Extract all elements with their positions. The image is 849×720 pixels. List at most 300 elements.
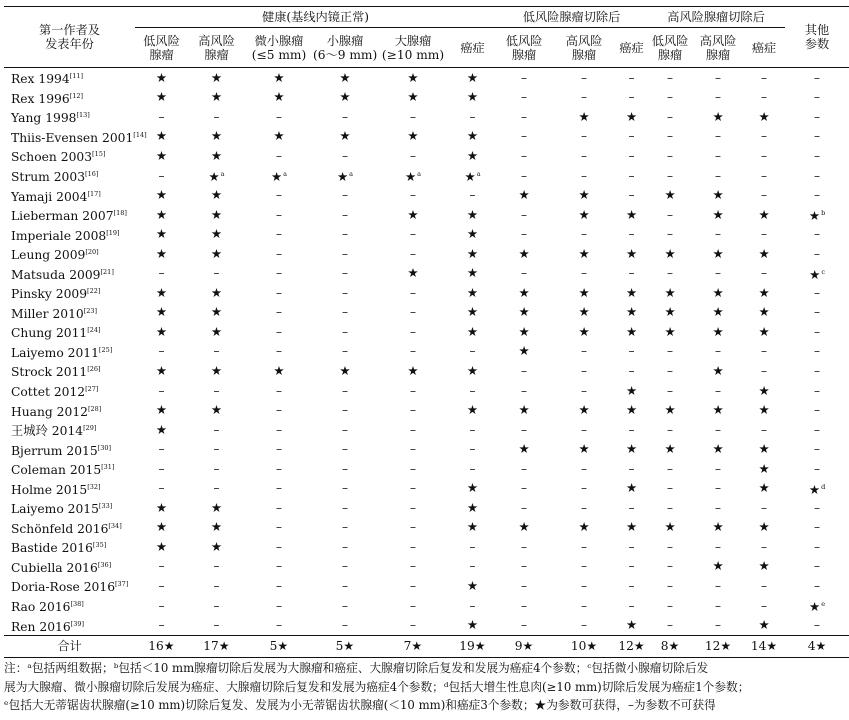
star-icon: ★	[210, 206, 223, 222]
dash-symbol: –	[521, 559, 528, 574]
dash-cell	[693, 498, 743, 518]
subcolumn-header-line: 高风险	[699, 33, 737, 48]
star-icon: ★	[712, 323, 724, 339]
star-icon: ★	[155, 323, 168, 339]
reference-number: [32]	[87, 482, 101, 491]
dash-cell	[188, 615, 245, 635]
dash-cell	[616, 342, 647, 362]
dash-symbol: –	[276, 500, 282, 515]
dash-cell	[245, 322, 313, 342]
dash-symbol: –	[761, 168, 768, 183]
dash-symbol: –	[342, 246, 348, 261]
star-icon: ★	[466, 206, 479, 222]
dash-cell	[188, 420, 245, 440]
total-value: 19★	[449, 635, 496, 657]
dash-cell	[552, 127, 616, 147]
dash-cell	[313, 283, 377, 303]
dash-cell	[785, 244, 849, 264]
dash-cell	[496, 420, 552, 440]
dash-symbol: –	[667, 168, 674, 183]
dash-cell	[496, 107, 552, 127]
dash-symbol: –	[158, 344, 165, 359]
dash-symbol: –	[342, 324, 348, 339]
dash-symbol: –	[276, 305, 282, 320]
star-icon: ★	[578, 245, 590, 261]
reference-number: [20]	[85, 248, 99, 257]
dash-cell	[616, 557, 647, 577]
star-icon: ★	[155, 284, 168, 300]
dash-cell	[245, 244, 313, 264]
star-cell	[693, 107, 743, 127]
star-cell	[496, 185, 552, 205]
dash-symbol: –	[581, 598, 588, 613]
star-cell	[135, 68, 188, 88]
dash-symbol: –	[761, 227, 768, 242]
reference-number: [14]	[133, 130, 147, 139]
star-cell	[313, 88, 377, 108]
star-cell	[188, 498, 245, 518]
star-cell	[552, 244, 616, 264]
star-cell	[449, 322, 496, 342]
total-value: 8★	[647, 635, 693, 657]
dash-cell	[693, 342, 743, 362]
dash-cell	[313, 557, 377, 577]
dash-symbol: –	[814, 324, 821, 339]
dash-symbol: –	[581, 481, 588, 496]
dash-symbol: –	[469, 598, 476, 613]
star-icon: ★	[809, 599, 821, 615]
dash-cell	[496, 146, 552, 166]
dash-symbol: –	[342, 207, 348, 222]
table-row	[4, 596, 849, 616]
dash-cell	[496, 537, 552, 557]
star-icon: ★	[273, 89, 285, 105]
author-cell	[4, 557, 135, 577]
star-cell	[377, 166, 449, 186]
dash-symbol: –	[667, 70, 674, 85]
star-cell	[647, 244, 693, 264]
dash-cell	[245, 146, 313, 166]
dash-symbol: –	[521, 578, 528, 593]
dash-symbol: –	[342, 383, 348, 398]
dash-symbol: –	[410, 481, 416, 496]
dash-symbol: –	[715, 266, 722, 281]
author-cell	[4, 107, 135, 127]
dash-cell	[135, 596, 188, 616]
dash-cell	[785, 303, 849, 323]
dash-cell	[377, 576, 449, 596]
dash-cell	[693, 615, 743, 635]
dash-cell	[135, 576, 188, 596]
dash-symbol: –	[715, 578, 722, 593]
star-icon: ★	[155, 362, 168, 378]
dash-symbol: –	[521, 266, 528, 281]
dash-symbol: –	[410, 403, 416, 418]
dash-symbol: –	[276, 598, 282, 613]
dash-cell	[552, 420, 616, 440]
dash-symbol: –	[276, 520, 282, 535]
dash-symbol: –	[628, 578, 635, 593]
dash-symbol: –	[521, 500, 528, 515]
dash-symbol: –	[342, 539, 348, 554]
dash-symbol: –	[628, 344, 635, 359]
star-cell	[693, 205, 743, 225]
star-cell	[188, 303, 245, 323]
star-icon: ★	[466, 577, 479, 593]
dash-symbol: –	[761, 598, 768, 613]
dash-cell	[693, 224, 743, 244]
star-cell	[449, 166, 496, 186]
star-icon: ★	[210, 304, 223, 320]
dash-symbol: –	[158, 442, 165, 457]
star-icon: ★	[664, 519, 676, 535]
author-name: Holme 2015	[11, 482, 88, 497]
star-cell	[743, 439, 785, 459]
dash-symbol: –	[521, 539, 528, 554]
reference-number: [22]	[87, 287, 101, 296]
dash-symbol: –	[469, 383, 476, 398]
dash-symbol: –	[628, 188, 635, 203]
author-name: Pinsky 2009	[11, 287, 88, 302]
dash-symbol: –	[469, 344, 476, 359]
star-icon: ★	[466, 323, 479, 339]
dash-cell	[245, 459, 313, 479]
author-name: Doria-Rose 2016	[11, 580, 116, 595]
star-cell	[188, 400, 245, 420]
dash-cell	[245, 107, 313, 127]
star-cell	[449, 68, 496, 88]
author-cell	[4, 400, 135, 420]
subcolumn-header	[552, 28, 616, 68]
dash-symbol: –	[628, 559, 635, 574]
dash-symbol: –	[342, 344, 348, 359]
star-cell	[616, 615, 647, 635]
dash-symbol: –	[410, 383, 416, 398]
star-cell	[743, 459, 785, 479]
star-cell	[377, 88, 449, 108]
dash-symbol: –	[521, 90, 528, 105]
reference-number: [24]	[87, 326, 101, 335]
dash-cell	[245, 439, 313, 459]
star-icon: ★	[758, 206, 770, 222]
author-name: Huang 2012	[11, 404, 88, 419]
dash-symbol: –	[276, 285, 282, 300]
dash-cell	[449, 420, 496, 440]
dash-symbol: –	[276, 227, 282, 242]
star-icon: ★	[578, 323, 590, 339]
dash-cell	[377, 518, 449, 538]
dash-symbol: –	[761, 539, 768, 554]
dash-cell	[785, 107, 849, 127]
dash-cell	[245, 596, 313, 616]
dash-cell	[616, 596, 647, 616]
dash-symbol: –	[521, 148, 528, 163]
star-cell	[743, 518, 785, 538]
footnote-marker: a	[476, 170, 481, 178]
total-value: 10★	[552, 635, 616, 657]
star-cell	[135, 205, 188, 225]
dash-cell	[647, 205, 693, 225]
dash-symbol: –	[521, 363, 528, 378]
dash-cell	[377, 420, 449, 440]
dash-cell	[693, 127, 743, 147]
footnote-marker: c	[821, 267, 825, 276]
star-cell	[693, 244, 743, 264]
dash-cell	[647, 224, 693, 244]
dash-symbol: –	[521, 129, 528, 144]
star-cell	[135, 518, 188, 538]
table-row	[4, 244, 849, 264]
reference-number: [28]	[87, 404, 102, 413]
star-cell	[135, 400, 188, 420]
author-cell	[4, 420, 135, 440]
dash-cell	[496, 166, 552, 186]
dash-symbol: –	[276, 481, 282, 496]
dash-cell	[496, 576, 552, 596]
star-cell	[449, 224, 496, 244]
dash-cell	[647, 537, 693, 557]
dash-cell	[313, 596, 377, 616]
star-cell	[785, 596, 849, 616]
dash-cell	[693, 146, 743, 166]
star-icon: ★	[466, 245, 479, 261]
dash-cell	[313, 439, 377, 459]
dash-symbol: –	[814, 148, 821, 163]
subcolumn-header-line: (6～9 mm)	[313, 47, 378, 62]
dash-symbol: –	[410, 618, 416, 633]
dash-cell	[743, 596, 785, 616]
dash-cell	[377, 283, 449, 303]
dash-symbol: –	[814, 305, 821, 320]
reference-number: [15]	[92, 150, 106, 159]
dash-cell	[377, 615, 449, 635]
star-icon: ★	[758, 304, 770, 320]
star-icon: ★	[808, 481, 821, 497]
dash-cell	[647, 361, 693, 381]
dash-symbol: –	[158, 461, 165, 476]
star-cell	[743, 615, 785, 635]
dash-symbol: –	[276, 559, 282, 574]
star-icon: ★	[664, 323, 676, 339]
star-cell	[135, 361, 188, 381]
star-cell	[552, 518, 616, 538]
star-cell	[188, 518, 245, 538]
author-cell	[4, 224, 135, 244]
reference-number: [37]	[115, 580, 129, 589]
dash-symbol: –	[581, 344, 588, 359]
star-cell	[188, 127, 245, 147]
dash-symbol: –	[814, 168, 821, 183]
dash-cell	[552, 459, 616, 479]
dash-symbol: –	[158, 109, 165, 124]
dash-symbol: –	[667, 90, 674, 105]
dash-symbol: –	[521, 227, 528, 242]
star-cell	[743, 400, 785, 420]
star-icon: ★	[407, 128, 419, 144]
star-icon: ★	[407, 265, 419, 281]
star-cell	[449, 400, 496, 420]
star-icon: ★	[518, 187, 530, 203]
group-header-healthy: 健康(基线内镜正常)	[135, 7, 496, 28]
star-cell	[377, 127, 449, 147]
dash-cell	[693, 596, 743, 616]
dash-cell	[313, 420, 377, 440]
star-icon: ★	[758, 617, 770, 633]
star-icon: ★	[155, 147, 168, 163]
dash-symbol: –	[276, 442, 282, 457]
dash-symbol: –	[342, 305, 348, 320]
reference-number: [31]	[101, 463, 115, 472]
reference-number: [21]	[100, 267, 114, 276]
dash-cell	[496, 615, 552, 635]
subcolumn-header-line: 癌症	[460, 40, 485, 55]
dash-symbol: –	[715, 383, 722, 398]
dash-symbol: –	[521, 207, 528, 222]
dash-symbol: –	[342, 461, 348, 476]
dash-symbol: –	[213, 442, 220, 457]
dash-symbol: –	[628, 363, 635, 378]
reference-number: [12]	[69, 91, 84, 100]
dash-symbol: –	[628, 500, 635, 515]
dash-cell	[785, 361, 849, 381]
dash-symbol: –	[469, 539, 476, 554]
star-icon: ★	[210, 245, 223, 261]
star-cell	[647, 400, 693, 420]
dash-symbol: –	[581, 227, 588, 242]
star-cell	[693, 557, 743, 577]
dash-symbol: –	[628, 422, 635, 437]
star-icon: ★	[712, 441, 724, 457]
dash-cell	[496, 224, 552, 244]
star-icon: ★	[758, 245, 770, 261]
star-cell	[449, 478, 496, 498]
star-icon: ★	[518, 402, 530, 418]
table-row	[4, 420, 849, 440]
reference-number: [29]	[83, 424, 97, 433]
table-row	[4, 166, 849, 186]
dash-cell	[552, 361, 616, 381]
dash-symbol: –	[521, 383, 528, 398]
table-row	[4, 322, 849, 342]
footnote-marker: a	[283, 170, 288, 178]
star-icon: ★	[664, 187, 676, 203]
table-row	[4, 68, 849, 88]
dash-symbol: –	[276, 578, 282, 593]
author-name: Schoen 2003	[11, 150, 93, 165]
star-icon: ★	[208, 169, 220, 184]
dash-cell	[743, 498, 785, 518]
reference-number: [35]	[92, 541, 107, 550]
dash-cell	[377, 342, 449, 362]
dash-cell	[693, 459, 743, 479]
author-cell	[4, 439, 135, 459]
star-cell	[496, 244, 552, 264]
dash-symbol: –	[667, 461, 674, 476]
dash-symbol: –	[667, 383, 674, 398]
dash-cell	[743, 361, 785, 381]
dash-cell	[785, 400, 849, 420]
dash-symbol: –	[213, 383, 220, 398]
dash-symbol: –	[581, 383, 588, 398]
star-cell	[693, 518, 743, 538]
star-cell	[785, 263, 849, 283]
dash-symbol: –	[667, 598, 674, 613]
star-cell	[377, 361, 449, 381]
dash-cell	[647, 420, 693, 440]
star-icon: ★	[518, 519, 530, 535]
star-icon: ★	[155, 206, 168, 222]
dash-cell	[135, 263, 188, 283]
other-header-line1: 其他	[804, 23, 830, 37]
dash-cell	[693, 420, 743, 440]
dash-cell	[245, 303, 313, 323]
dash-cell	[785, 127, 849, 147]
dash-cell	[647, 498, 693, 518]
dash-symbol: –	[342, 618, 348, 633]
footnote-marker: a	[349, 170, 354, 178]
dash-symbol: –	[276, 422, 282, 437]
subcolumn-header	[135, 28, 188, 68]
author-cell	[4, 596, 135, 616]
table-row	[4, 146, 849, 166]
star-cell	[693, 361, 743, 381]
star-cell	[245, 68, 313, 88]
star-cell	[135, 420, 188, 440]
dash-symbol: –	[521, 109, 528, 124]
dash-symbol: –	[667, 207, 674, 222]
dash-cell	[377, 596, 449, 616]
dash-cell	[616, 361, 647, 381]
dash-symbol: –	[761, 578, 768, 593]
footnote-marker: b	[821, 209, 826, 218]
star-icon: ★	[518, 323, 530, 339]
star-cell	[616, 381, 647, 401]
dash-symbol: –	[814, 246, 821, 261]
dash-symbol: –	[342, 266, 348, 281]
author-name: Ren 2016	[11, 619, 71, 634]
dash-symbol: –	[715, 618, 722, 633]
star-icon: ★	[712, 362, 724, 378]
dash-cell	[313, 146, 377, 166]
author-name: Rao 2016	[11, 600, 71, 615]
star-cell	[449, 127, 496, 147]
dash-cell	[647, 615, 693, 635]
star-icon: ★	[339, 128, 351, 144]
star-cell	[313, 68, 377, 88]
star-icon: ★	[210, 128, 223, 144]
star-icon: ★	[155, 245, 168, 261]
star-icon: ★	[758, 108, 770, 124]
star-icon: ★	[712, 402, 724, 418]
dash-cell	[785, 439, 849, 459]
subcolumn-header	[313, 28, 377, 68]
dash-cell	[135, 615, 188, 635]
star-cell	[552, 322, 616, 342]
dash-cell	[377, 185, 449, 205]
dash-symbol: –	[715, 90, 722, 105]
dash-symbol: –	[761, 363, 768, 378]
dash-symbol: –	[213, 618, 220, 633]
reference-number: [26]	[87, 365, 101, 374]
star-icon: ★	[210, 89, 223, 105]
star-icon: ★	[210, 69, 223, 85]
star-cell	[135, 537, 188, 557]
author-cell	[4, 537, 135, 557]
dash-symbol: –	[581, 539, 588, 554]
dash-symbol: –	[342, 285, 348, 300]
subcolumn-header-line: 癌症	[751, 40, 777, 55]
author-cell	[4, 283, 135, 303]
